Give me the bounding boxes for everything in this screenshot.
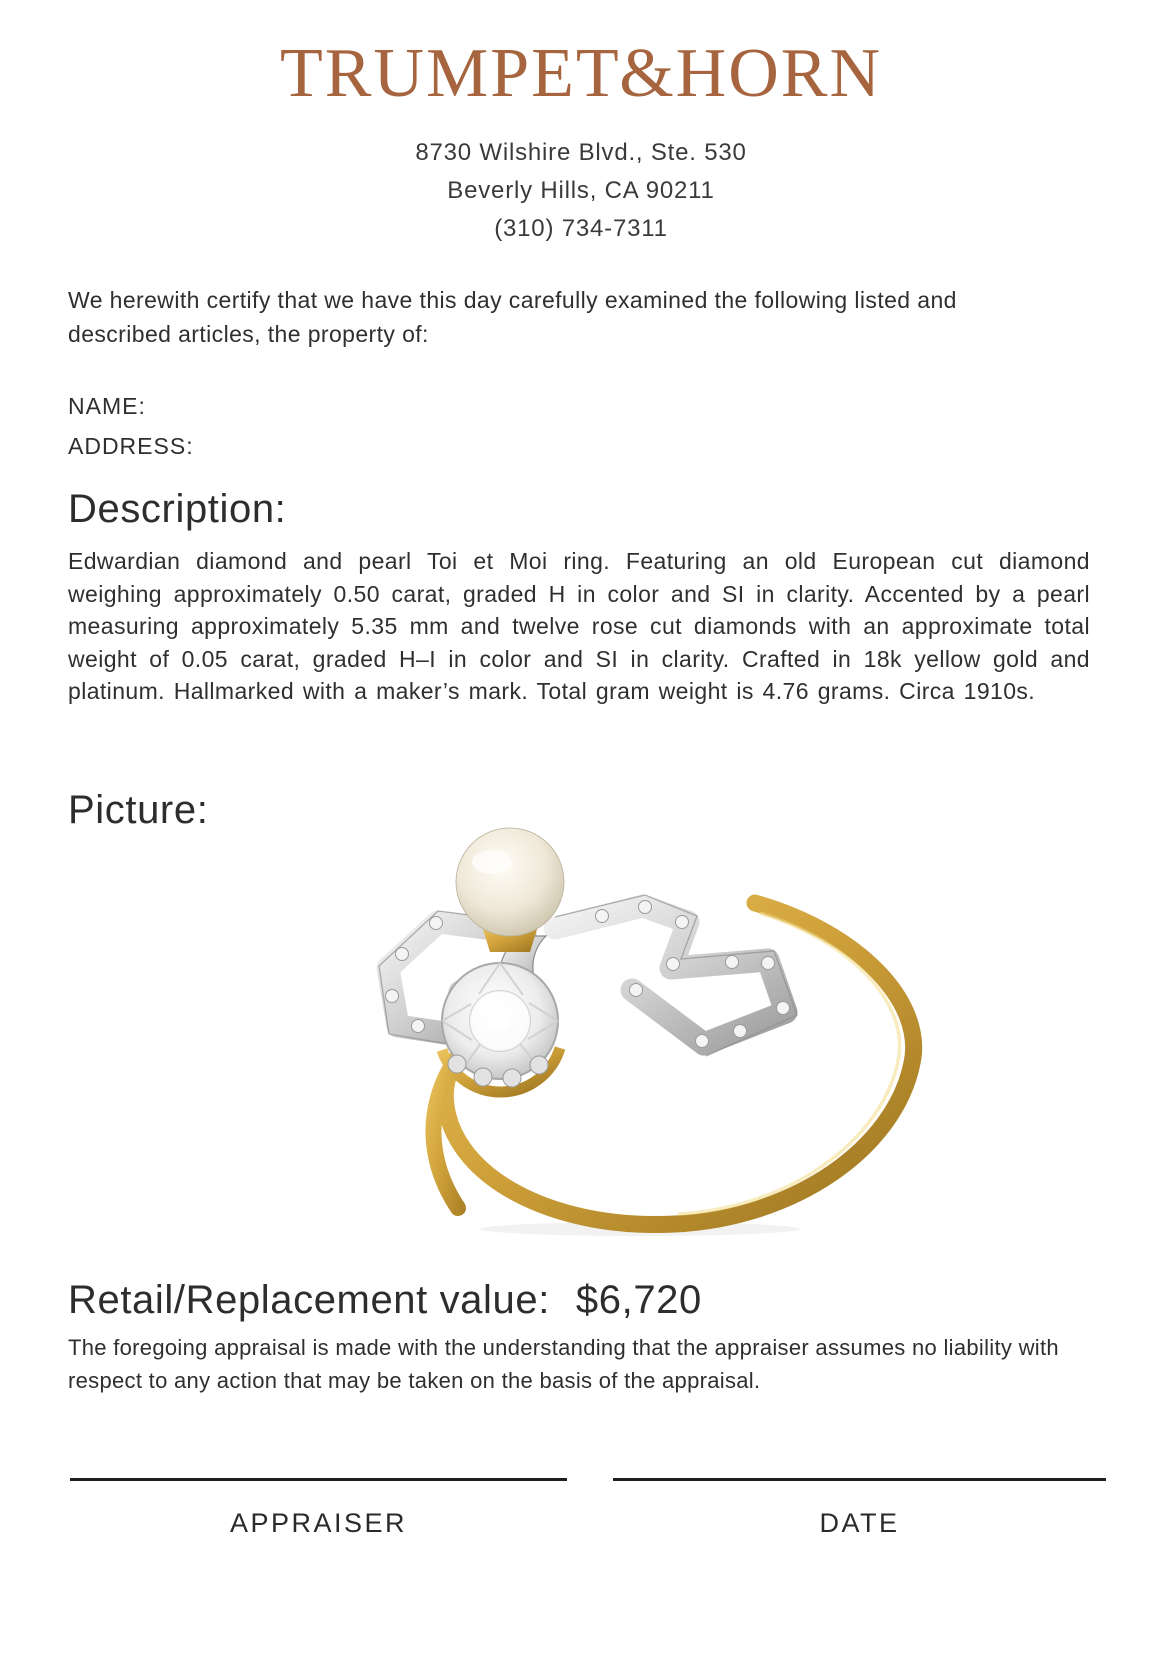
ring-photo: [340, 818, 940, 1238]
appraiser-signature-line: [70, 1478, 567, 1539]
description-heading: Description:: [68, 487, 287, 531]
owner-block: [68, 386, 194, 466]
description-body: Edwardian diamond and pearl Toi et Moi ring. Featuring an old European cut diamond weighing approximately 0.50 carat, graded H in color and SI in clarity. Accented by a pearl measuring approximately 5.35 mm and twelve rose cut diamonds with an approximate total weight of 0.05 carat, graded H–I in color and SI in clarity. Crafted in 18k yellow gold and platinum. Hallmarked with a maker’s mark. Total gram weight is 4.76 grams. Circa 1910s.: [68, 548, 1090, 704]
valuation-label: Retail/Replacement value:: [68, 1278, 550, 1322]
phone-number: (310) 734-7311: [494, 215, 668, 242]
address-line-2: Beverly Hills, CA 90211: [447, 177, 715, 204]
address-label: ADDRESS:: [68, 433, 194, 459]
valuation-amount: $6,720: [575, 1278, 702, 1322]
date-label: DATE: [819, 1508, 900, 1538]
owner-name-row: [68, 386, 194, 426]
valuation-row: [68, 1278, 702, 1323]
ring-illustration: [340, 818, 940, 1238]
certification-text: We herewith certify that we have this day carefully examined the following listed and described articles, the property of:: [68, 287, 957, 347]
picture-heading: Picture:: [68, 788, 209, 832]
name-label: NAME:: [68, 393, 146, 419]
address-line-1: 8730 Wilshire Blvd., Ste. 530: [415, 139, 747, 166]
signature-row: [70, 1478, 1106, 1539]
brand-logo: TRUMPET & HORN: [279, 35, 883, 112]
store-address: [0, 134, 1162, 248]
appraiser-label: APPRAISER: [229, 1508, 408, 1538]
date-signature-line: [613, 1478, 1106, 1539]
valuation-disclaimer: The foregoing appraisal is made with the understanding that the appraiser assumes no liability with respect to any action that may be taken on the basis of the appraisal.: [68, 1335, 1059, 1393]
owner-address-row: [68, 426, 194, 466]
